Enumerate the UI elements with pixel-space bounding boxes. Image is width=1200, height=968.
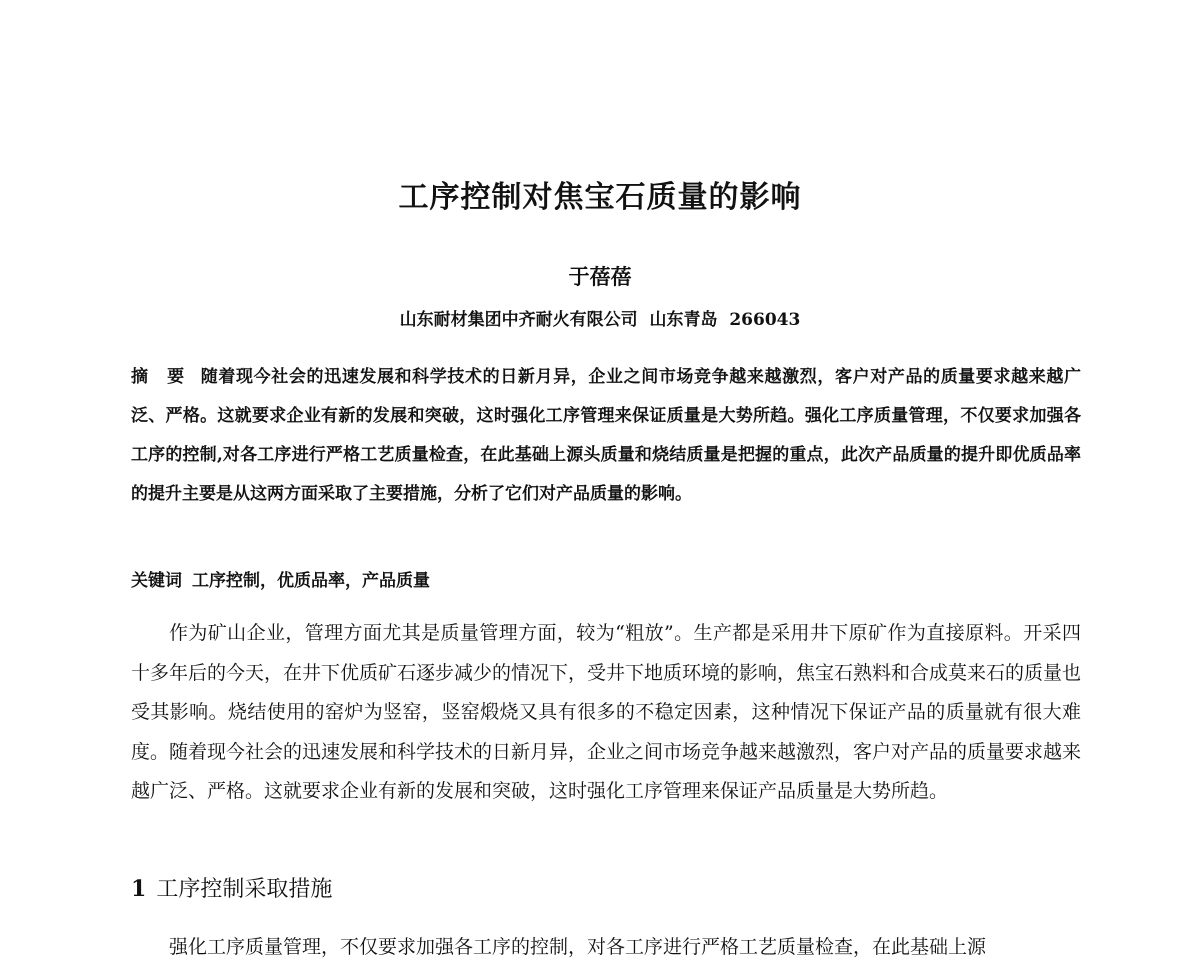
keywords-label: 关键词 bbox=[131, 571, 182, 591]
section-heading bbox=[131, 869, 332, 910]
section-title: 工序控制采取措施 bbox=[156, 877, 333, 902]
section-paragraph: 强化工序质量管理，不仅要求加强各工序的控制，对各工序进行严格工艺质量检查，在此基础上源 bbox=[169, 936, 987, 958]
abstract-text: 随着现今社会的迅速发展和科学技术的日新月异，企业之间市场竞争越来越激烈，客户对产品的质量要求越来越广泛、严格。这就要求企业有新的发展和突破，这时强化工序管理来保证质量是大势所趋。强化工序质量管理，不仅要求加强各工序的控制,对各工序进行严格工艺质量检查，在此基础上源头质量和烧结质量是把握的重点，此次产品质量的提升即优质品率的提升主要是从这两方面采取了主要措施，分析了它们对产品质量的影响。 bbox=[131, 367, 1082, 504]
keywords bbox=[131, 563, 1081, 599]
abstract bbox=[131, 358, 1081, 514]
abstract-label: 摘 要 bbox=[131, 367, 191, 387]
paper-title: 工序控制对焦宝石质量的影响 bbox=[398, 180, 802, 215]
keywords-text: 工序控制，优质品率，产品质量 bbox=[192, 571, 430, 591]
intro-paragraph: 作为矿山企业，管理方面尤其是质量管理方面，较为“粗放”。生产都是采用井下原矿作为直接原料。开采四十多年后的今天，在井下优质矿石逐步减少的情况下，受井下地质环境的影响，焦宝石熟料和合成莫来石的质量也受其影响。烧结使用的窑炉为竖窑，竖窑煅烧又具有很多的不稳定因素，这种情况下保证产品的质量就有很大难度。随着现今社会的迅速发展和科学技术的日新月异，企业之间市场竞争越来越激烈，客户对产品的质量要求越来越广泛、严格。这就要求企业有新的发展和突破，这时强化工序管理来保证产品质量是大势所趋。 bbox=[131, 622, 1082, 802]
author-name: 于蓓蓓 bbox=[568, 264, 632, 289]
author-affiliation: 山东耐材集团中齐耐火有限公司 山东青岛 266043 bbox=[399, 310, 801, 330]
section-number: 1 bbox=[131, 876, 147, 902]
